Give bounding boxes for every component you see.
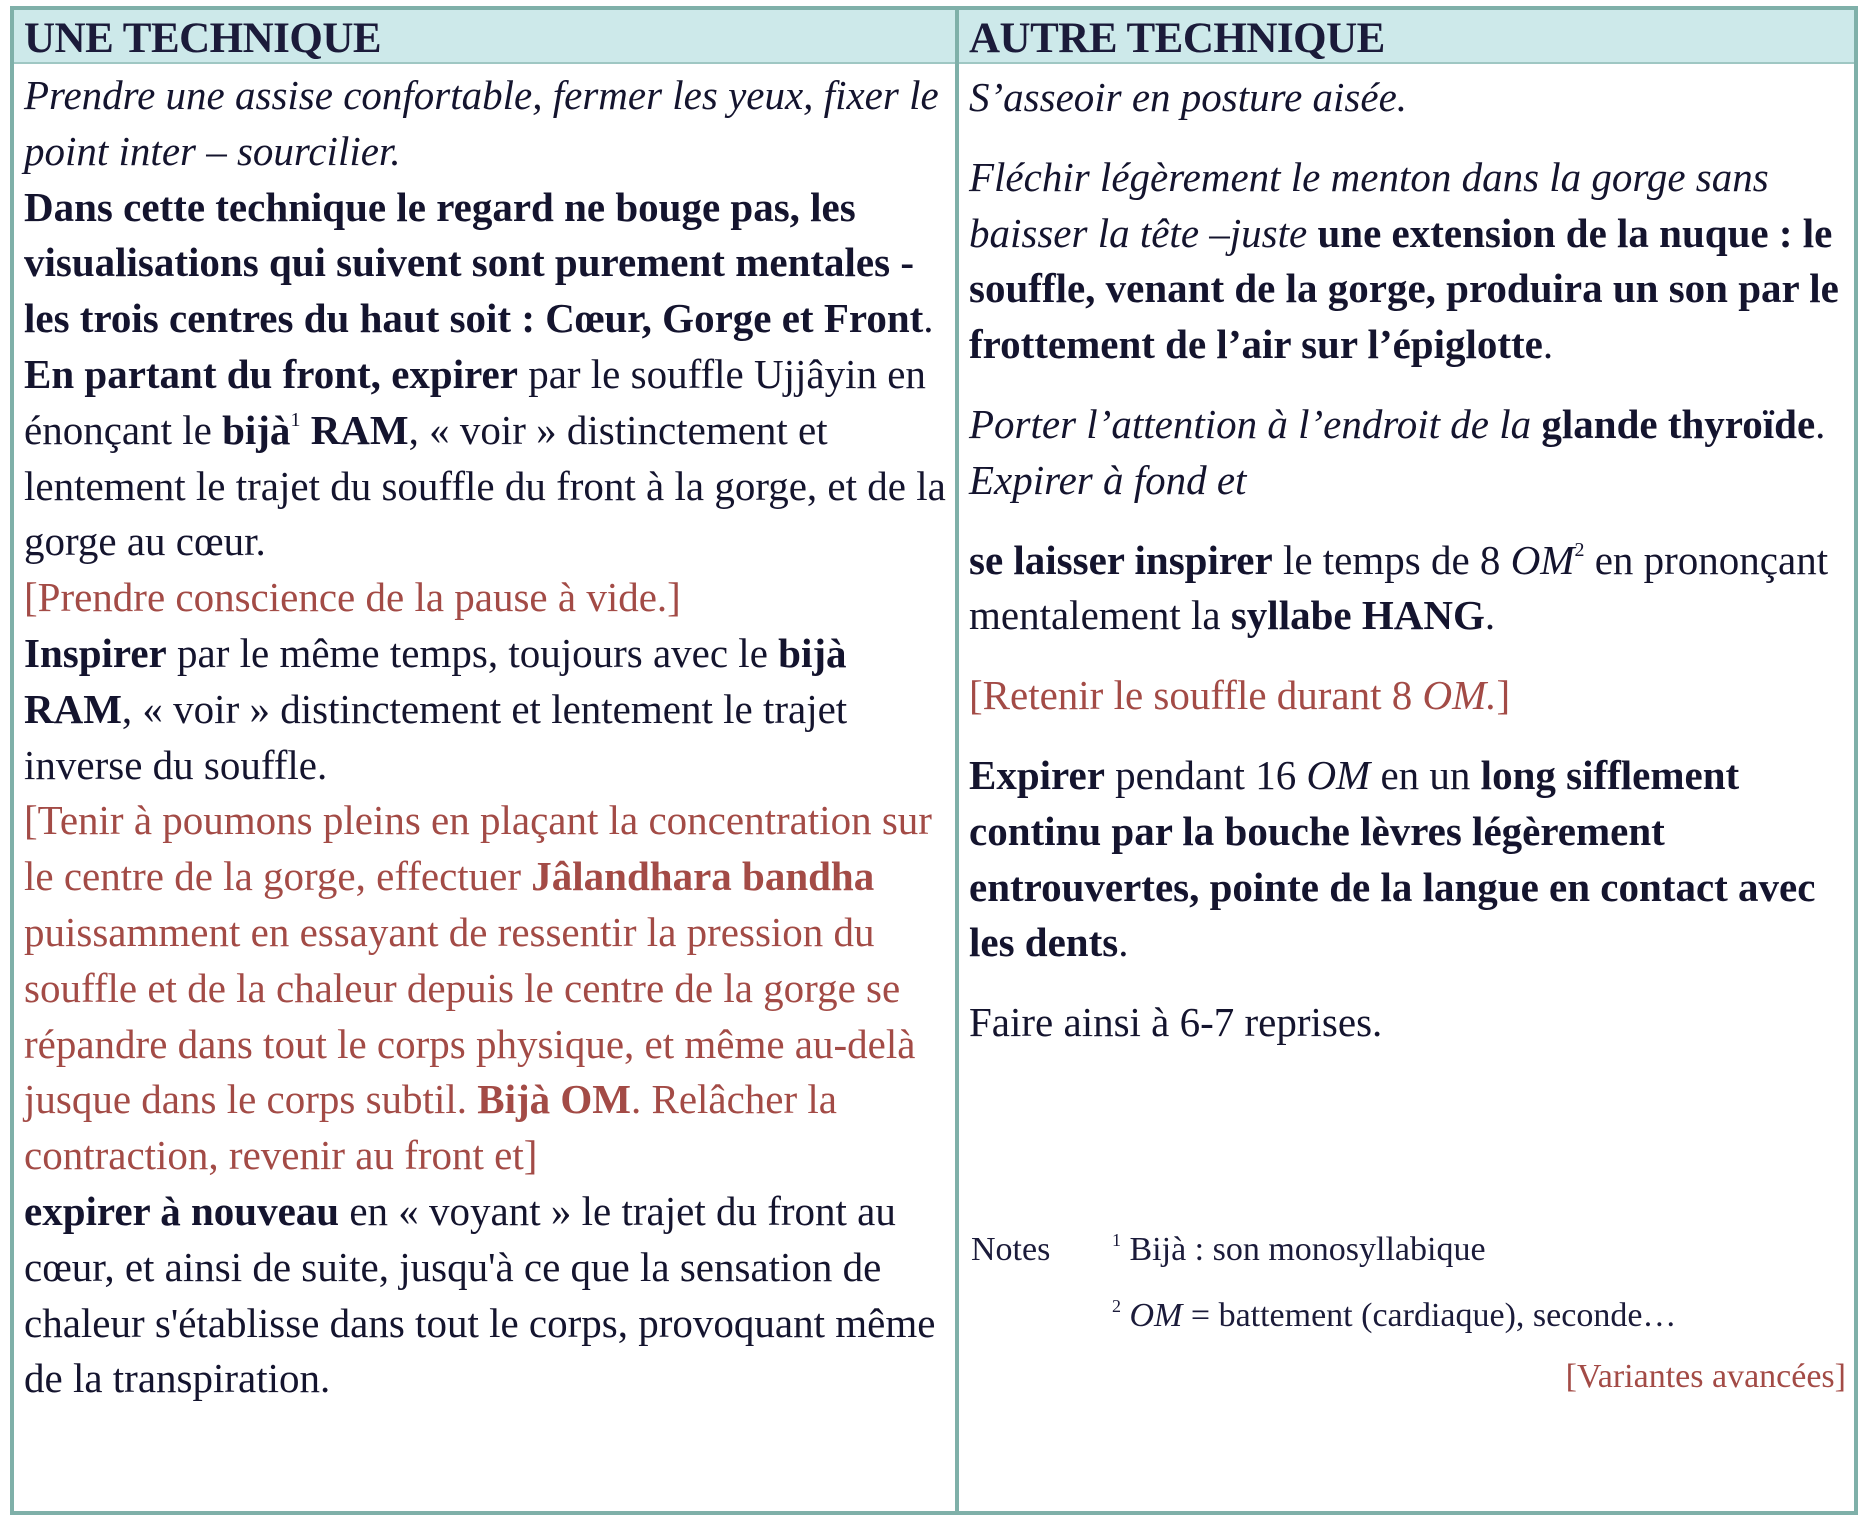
right-thyroid-italic-1: Porter l’attention à l’endroit de la	[969, 400, 1542, 447]
left-retention-text-2: puissamment en essayant de ressentir la pression du souffle et de la chaleur depuis le centre de la gorge se répandre dans tout le corps physique, et même au-delà jusque dans le corps subtil.	[24, 908, 916, 1123]
right-exhale-bold-2: long sifflement continu par la bouche lèvres légèrement entrouvertes, pointe de la langue en contact avec les dents	[969, 751, 1816, 966]
right-inhale-paragraph	[969, 533, 1846, 645]
footnote-1-text: Bijà : son monosyllabique	[1121, 1231, 1486, 1268]
right-exhale-om: OM	[1306, 751, 1371, 798]
right-posture-text: S’asseoir en posture aisée.	[969, 74, 1408, 120]
left-column-body	[14, 64, 955, 1407]
left-retention-paragraph	[24, 793, 947, 1184]
left-exhale-text-1: par le souffle Ujjâyin en énonçant le	[24, 350, 926, 453]
right-column	[959, 10, 1854, 1511]
left-exhale-bija: bijà	[222, 406, 291, 453]
right-thyroid-bold: glande thyroïde	[1541, 400, 1816, 447]
right-thyroid-paragraph	[969, 397, 1846, 509]
notes-label: Notes	[971, 1231, 1051, 1268]
footnote-2-om: OM	[1121, 1297, 1183, 1334]
footnotes	[971, 1228, 1676, 1338]
left-retention-bija-om: Bijà OM	[477, 1076, 631, 1123]
footnote-ref-2: 2	[1574, 538, 1585, 561]
left-gaze-text: Dans cette technique le regard ne bouge pas, les visualisations qui suivent sont purement mentales -les trois centres du haut soit : Cœur, Gorge et Front	[24, 183, 924, 342]
right-chin-italic: Fléchir légèrement le menton dans la gorge sans baisser la tête –juste	[969, 153, 1769, 256]
right-column-title: AUTRE TECHNIQUE	[959, 10, 1854, 64]
right-exhale-text-1: pendant 16	[1104, 751, 1307, 798]
right-exhale-bold-1: Expirer	[969, 751, 1105, 798]
right-chin-paragraph	[969, 150, 1846, 373]
left-exhale-paragraph	[24, 347, 947, 570]
right-retention-om: OM.	[1422, 672, 1497, 719]
left-retention-text-3: . Relâcher la contraction, revenir au front et]	[24, 1076, 837, 1179]
left-repeat-paragraph	[24, 1184, 947, 1407]
right-retention-note	[969, 668, 1846, 724]
left-pause-note: [Prendre conscience de la pause à vide.]	[24, 574, 681, 621]
footnote-1-content	[1112, 1228, 1486, 1272]
left-inhale-text-2: , « voir » distinctement et lentement le trajet inverse du souffle.	[24, 685, 848, 788]
left-repeat-bold: expirer à nouveau	[24, 1187, 340, 1234]
left-column	[14, 10, 959, 1511]
right-thyroid-italic-2: Expirer à fond et	[969, 456, 1247, 503]
right-chin-end: .	[1542, 321, 1554, 368]
right-exhale-text-2: en un	[1370, 751, 1481, 798]
left-gaze-end: .	[923, 295, 934, 342]
left-exhale-ram: RAM	[300, 406, 409, 453]
variants-label: [Variantes avancées]	[1565, 1358, 1846, 1395]
right-retention-end: ]	[1496, 672, 1511, 719]
right-exhale-paragraph	[969, 748, 1846, 971]
left-retention-bandha: Jâlandhara bandha	[531, 853, 875, 900]
right-thyroid-text: .	[1815, 400, 1826, 447]
left-exhale-bold-2: expirer	[391, 350, 518, 397]
right-chin-bold: une extension de la nuque : le souffle, venant de la gorge, produira un son par le frottement de l’air sur l’épiglotte	[969, 209, 1839, 368]
right-inhale-text-1: le temps de 8	[1272, 536, 1511, 583]
left-exhale-bold-1: En partant du front,	[24, 350, 392, 397]
left-inhale-text-1: par le même temps, toujours avec le	[166, 629, 779, 676]
right-inhale-text-2: en prononçant mentalement la	[969, 536, 1829, 639]
footnote-ref-1: 1	[290, 408, 301, 431]
left-inhale-bija: bijà RAM	[24, 629, 847, 732]
right-column-body	[959, 64, 1854, 1051]
left-gaze-paragraph	[24, 180, 947, 347]
footnote-2-text: = battement (cardiaque), seconde…	[1182, 1297, 1677, 1334]
footnote-2-number: 2	[1112, 1296, 1121, 1316]
right-inhale-bold-1: se laisser inspirer	[969, 536, 1273, 583]
right-inhale-syllable: syllabe HANG	[1230, 592, 1485, 639]
footnote-1	[971, 1228, 1676, 1272]
right-inhale-end: .	[1484, 592, 1496, 639]
right-retention-text-1: [Retenir le souffle durant 8	[969, 672, 1423, 719]
left-intro-text: Prendre une assise confortable, fermer les yeux, fixer le point inter – sourcilier.	[24, 72, 939, 174]
left-exhale-text-2: , « voir » distinctement et lentement le trajet du souffle du front à la gorge, et de la gorge au cœur.	[24, 406, 946, 565]
left-inhale-paragraph	[24, 626, 947, 793]
footnote-1-number: 1	[1112, 1230, 1121, 1250]
left-inhale-bold-1: Inspirer	[24, 629, 167, 676]
left-column-title: UNE TECHNIQUE	[14, 10, 955, 64]
right-exhale-end: .	[1118, 919, 1129, 966]
footnote-2	[971, 1294, 1676, 1338]
right-inhale-om: OM	[1510, 536, 1575, 583]
left-repeat-text: en « voyant » le trajet du front au cœur, et ainsi de suite, jusqu'à ce que la sensation de chaleur s'établisse dans tout le corps, provoquant même de la transpiration.	[24, 1187, 936, 1402]
left-retention-text-1: [Tenir à poumons pleins en plaçant la concentration sur le centre de la gorge, effectuer	[24, 797, 932, 900]
techniques-table	[10, 6, 1858, 1515]
right-repeat-text: Faire ainsi à 6-7 reprises.	[969, 999, 1383, 1046]
